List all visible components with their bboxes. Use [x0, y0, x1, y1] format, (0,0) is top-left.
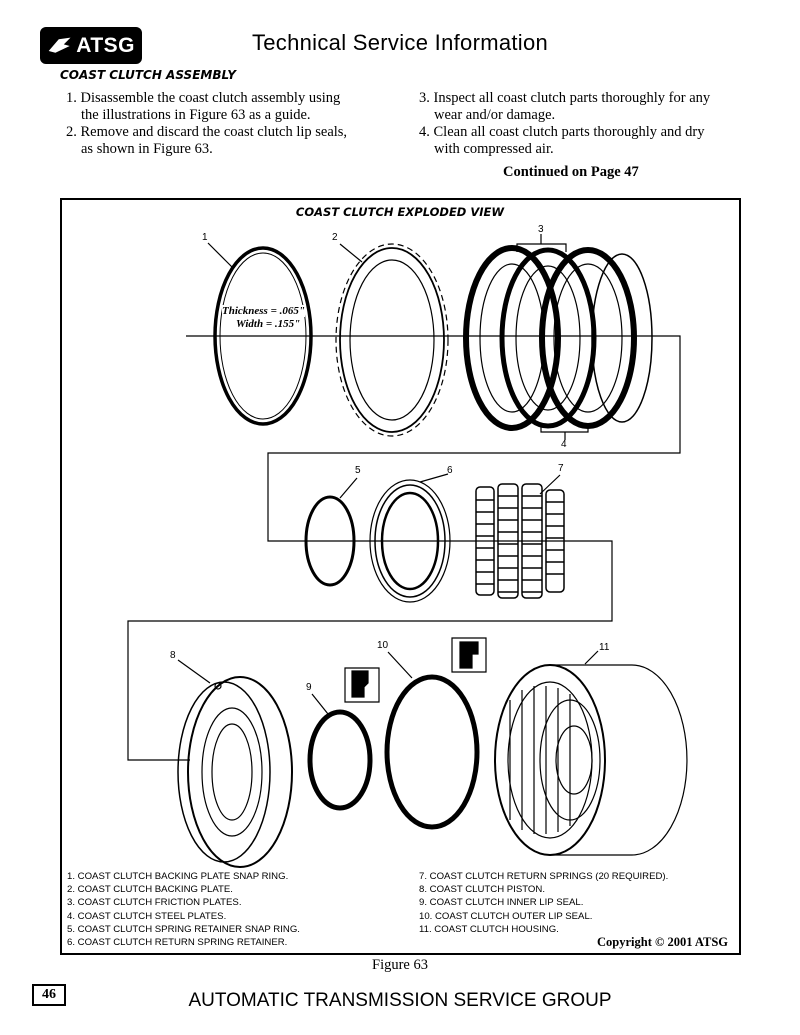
- step-3-line-2: wear and/or damage.: [434, 107, 556, 123]
- legend-item: 9. COAST CLUTCH INNER LIP SEAL.: [419, 897, 584, 909]
- legend-right: [419, 870, 668, 936]
- legend-item: 6. COAST CLUTCH RETURN SPRING RETAINER.: [67, 937, 288, 949]
- copyright: Copyright © 2001 ATSG: [597, 935, 728, 949]
- legend-item: 1. COAST CLUTCH BACKING PLATE SNAP RING.: [67, 871, 289, 882]
- callout-5: 5: [355, 465, 361, 476]
- legend-item: 2. COAST CLUTCH BACKING PLATE.: [67, 884, 233, 896]
- callout-2: 2: [332, 232, 338, 243]
- callout-11: 11: [599, 642, 610, 653]
- legend-item: 11. COAST CLUTCH HOUSING.: [419, 923, 559, 935]
- backing-plate-part: [336, 244, 448, 436]
- step-1-line-2: the illustrations in Figure 63 as a guide.: [81, 107, 311, 123]
- page-title: Technical Service Information: [251, 30, 549, 55]
- step-2-line-1: 2. Remove and discard the coast clutch lip seals,: [66, 124, 348, 140]
- step-4-line-1: 4. Clean all coast clutch parts thoroughly and dry: [419, 124, 705, 140]
- figure-title: COAST CLUTCH EXPLODED VIEW: [295, 205, 505, 219]
- legend-item: 5. COAST CLUTCH SPRING RETAINER SNAP RING.: [67, 923, 300, 935]
- callout-6: 6: [447, 465, 453, 476]
- spec-width: Width = .155": [236, 318, 301, 330]
- step-4-line-2: with compressed air.: [434, 141, 554, 157]
- callout-3: 3: [538, 224, 544, 235]
- legend-left: [67, 870, 300, 949]
- callout-8: 8: [170, 650, 176, 661]
- page-number: 46: [32, 984, 66, 1006]
- footer-org: AUTOMATIC TRANSMISSION SERVICE GROUP: [188, 990, 612, 1011]
- inner-lip-seal-part: [310, 712, 370, 808]
- callout-4: 4: [561, 439, 567, 450]
- legend-item: 4. COAST CLUTCH STEEL PLATES.: [67, 910, 227, 922]
- logo-text: ATSG: [76, 33, 135, 57]
- clutch-pack-part: [466, 248, 652, 428]
- clutch-housing-part: [495, 665, 687, 855]
- callout-10: 10: [377, 640, 389, 651]
- step-1-line-1: 1. Disassemble the coast clutch assembly using: [66, 90, 341, 106]
- legend-item: 7. COAST CLUTCH RETURN SPRINGS (20 REQUIRED).: [419, 871, 669, 882]
- legend-item: 10. COAST CLUTCH OUTER LIP SEAL.: [419, 910, 593, 922]
- callout-9: 9: [306, 682, 312, 693]
- spec-thickness: Thickness = .065": [222, 305, 305, 317]
- legend-item: 3. COAST CLUTCH FRICTION PLATES.: [67, 897, 242, 909]
- continued-note: Continued on Page 47: [503, 164, 639, 180]
- step-2-line-2: as shown in Figure 63.: [81, 141, 213, 157]
- piston-part: [178, 677, 292, 867]
- callout-7: 7: [558, 463, 564, 474]
- section-title: COAST CLUTCH ASSEMBLY: [60, 68, 236, 82]
- outer-lip-seal-part: [387, 677, 477, 827]
- figure-label: Figure 63: [372, 957, 428, 973]
- legend-item: 8. COAST CLUTCH PISTON.: [419, 884, 545, 896]
- step-3-line-1: 3. Inspect all coast clutch parts thoroughly for any: [419, 90, 711, 106]
- callout-1: 1: [202, 232, 208, 243]
